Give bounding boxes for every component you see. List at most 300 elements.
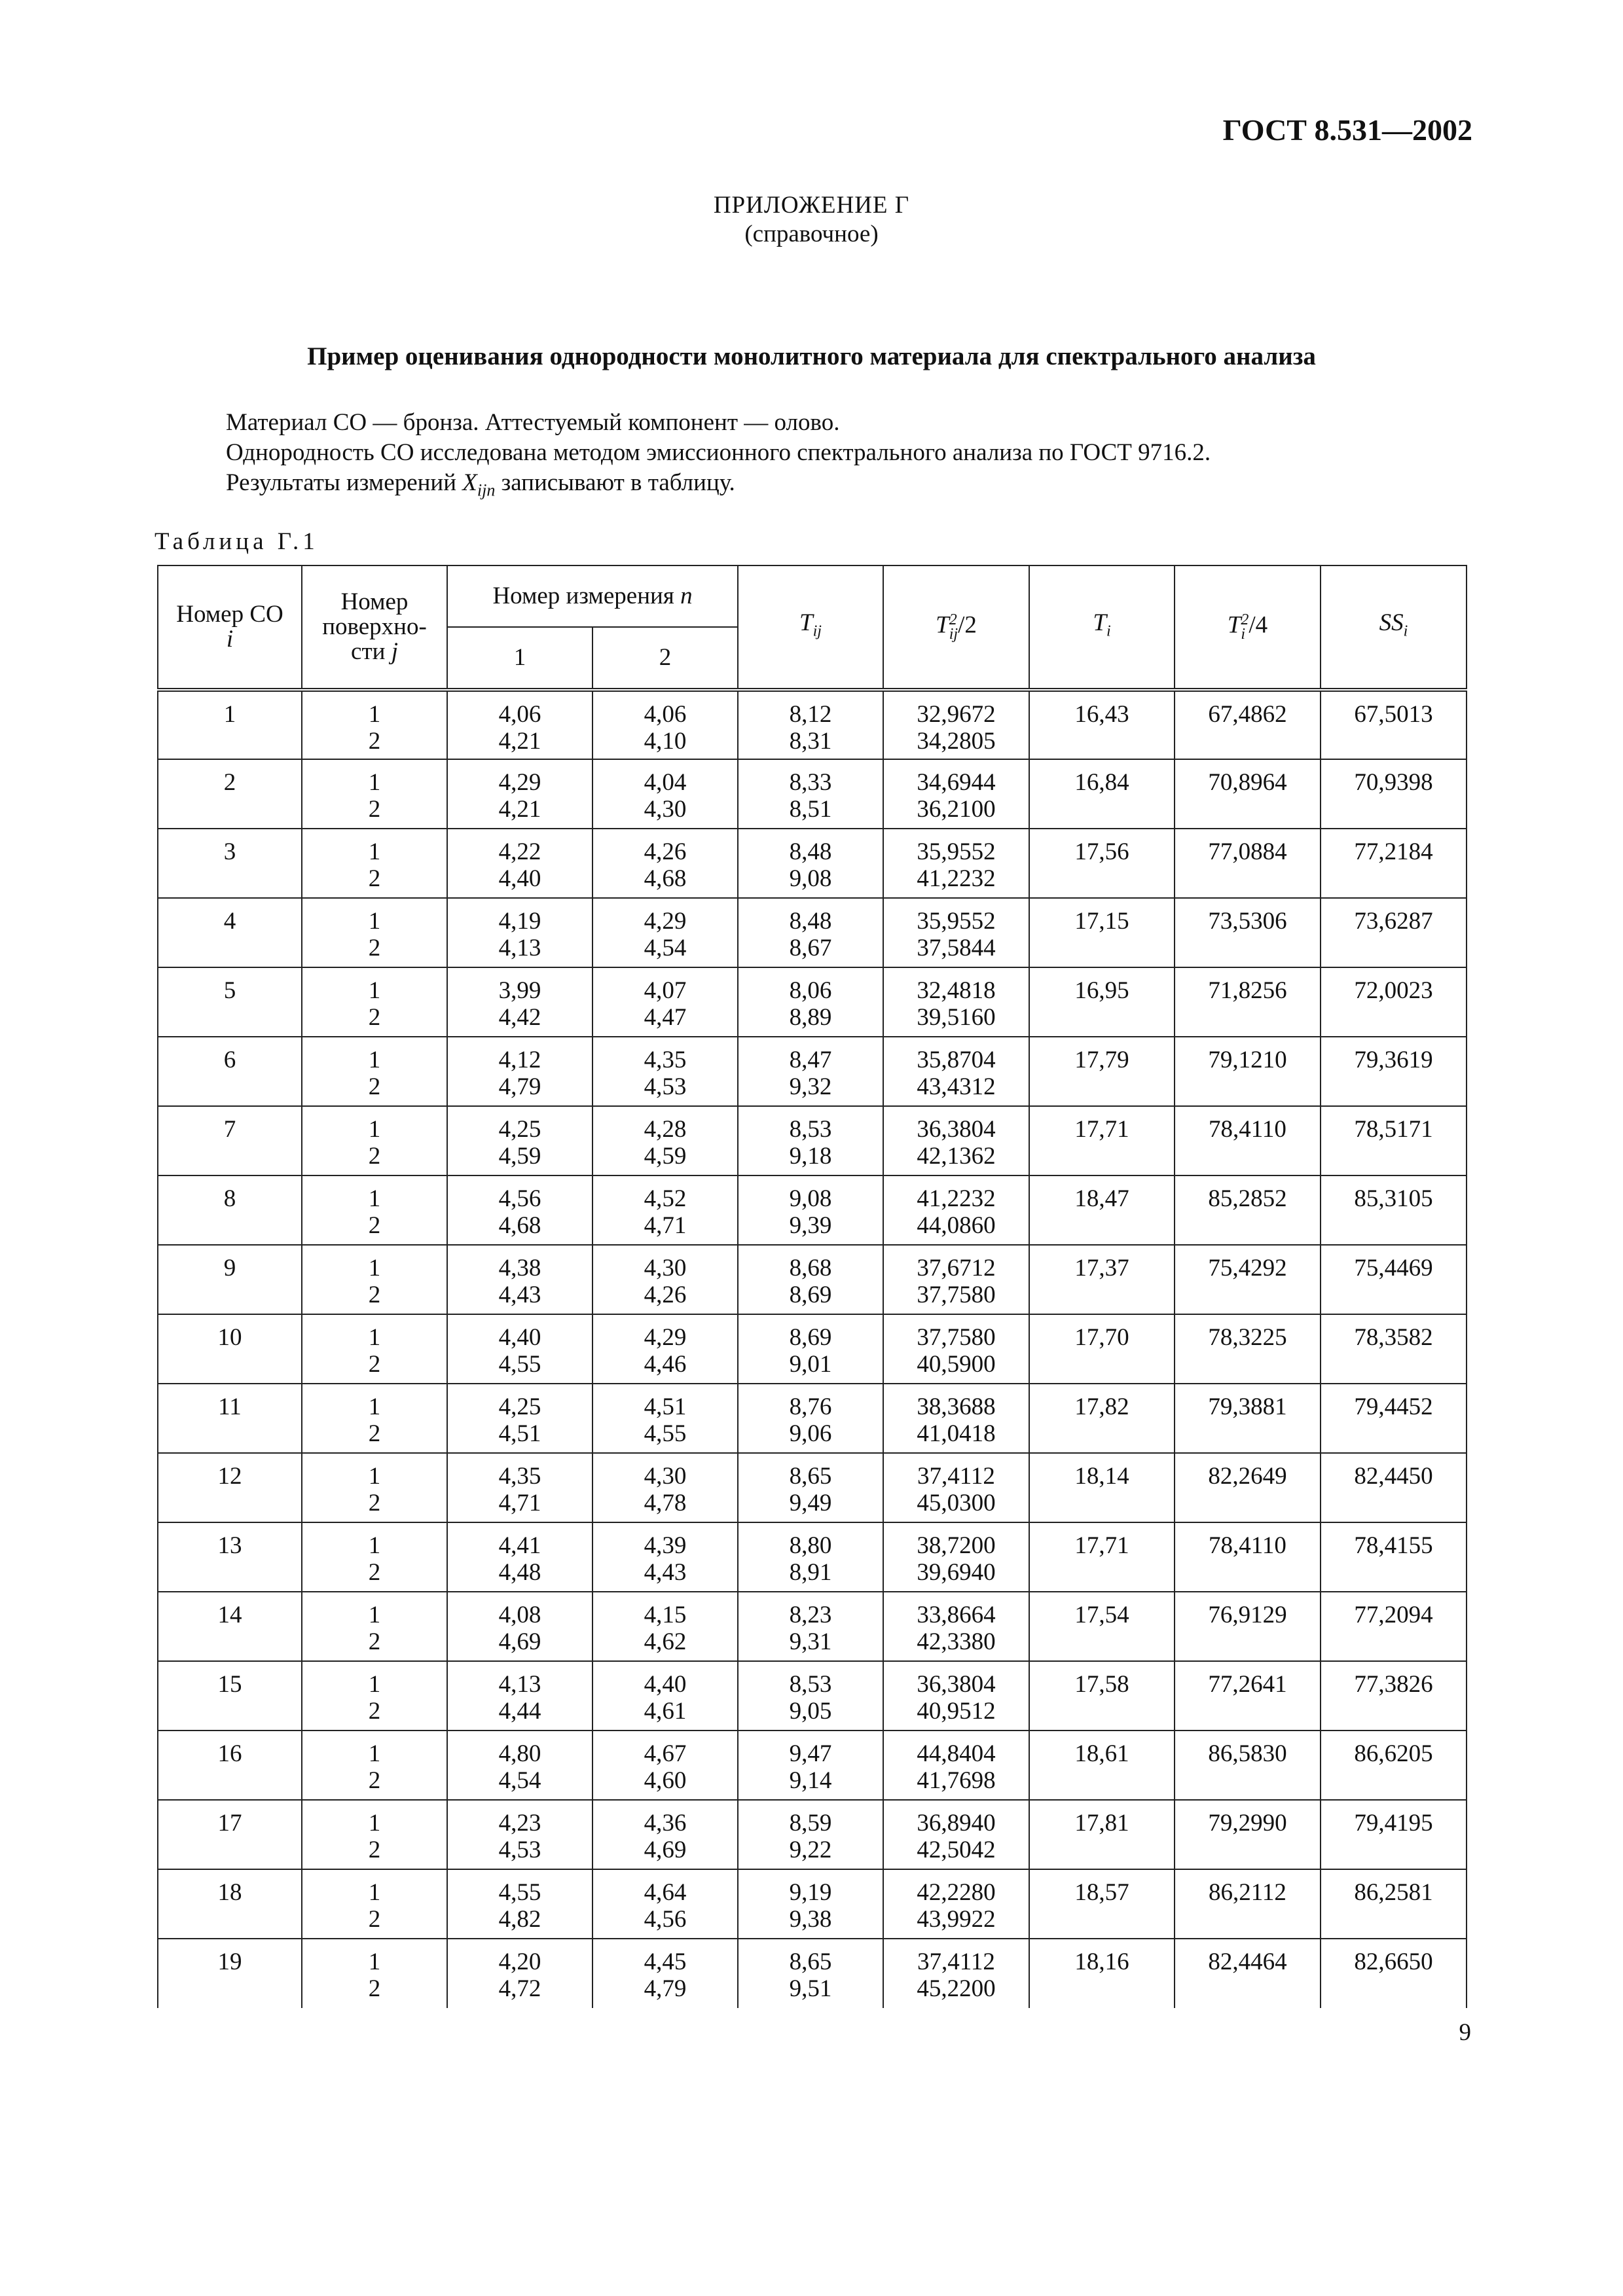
cell-tij-squared-value: 37,5844 <box>917 935 996 961</box>
cell-tij-squared <box>883 1384 1029 1453</box>
cell-tij-value: 8,89 <box>789 1004 832 1031</box>
cell-ti: 16,95 <box>1029 967 1175 1037</box>
cell-tij-squared <box>883 759 1029 829</box>
table-row <box>158 1731 1467 1800</box>
cell-meas-1-value: 4,56 <box>498 1185 541 1212</box>
page-number: 9 <box>1459 2019 1471 2046</box>
table-row <box>158 1453 1467 1522</box>
cell-meas-2-value: 4,04 <box>644 769 687 796</box>
cell-tij-value: 8,51 <box>789 796 832 823</box>
cell-surface-value: 2 <box>368 1351 381 1378</box>
cell-ssi: 86,6205 <box>1321 1731 1467 1800</box>
cell-meas-1 <box>447 1661 593 1731</box>
cell-ssi: 72,0023 <box>1321 967 1467 1037</box>
cell-tij-squared <box>883 1175 1029 1245</box>
cell-tij-value: 9,47 <box>789 1740 832 1767</box>
cell-meas-1-value: 4,41 <box>498 1532 541 1559</box>
cell-meas-1 <box>447 1592 593 1661</box>
cell-meas-2 <box>593 1869 738 1939</box>
cell-tij-squared-value: 35,8704 <box>917 1047 996 1073</box>
cell-tij-value: 9,08 <box>789 865 832 892</box>
cell-ti-squared: 79,1210 <box>1175 1037 1321 1106</box>
cell-meas-1-value: 4,40 <box>498 1324 541 1351</box>
cell-surface <box>302 1731 447 1800</box>
cell-tij-squared-value: 39,6940 <box>917 1559 996 1586</box>
paragraph-results-before: Результаты измерений <box>226 469 463 496</box>
cell-meas-2 <box>593 690 738 759</box>
cell-tij-squared-value: 39,5160 <box>917 1004 996 1031</box>
cell-ti: 17,71 <box>1029 1106 1175 1175</box>
cell-tij-squared-value: 36,3804 <box>917 1116 996 1143</box>
header-ti-squared <box>1175 565 1321 690</box>
cell-meas-1 <box>447 829 593 898</box>
header-surface-var: j <box>391 638 398 665</box>
cell-meas-1 <box>447 1453 593 1522</box>
cell-tij <box>738 1731 883 1800</box>
cell-meas-2-value: 4,39 <box>644 1532 687 1559</box>
cell-ti-squared: 70,8964 <box>1175 759 1321 829</box>
cell-meas-2 <box>593 1800 738 1869</box>
cell-meas-2-value: 4,47 <box>644 1004 687 1031</box>
appendix-subtitle: (справочное) <box>744 221 879 247</box>
cell-co-number: 7 <box>158 1106 302 1175</box>
cell-meas-1 <box>447 1939 593 2008</box>
cell-ssi: 85,3105 <box>1321 1175 1467 1245</box>
cell-tij-value: 8,53 <box>789 1116 832 1143</box>
header-measurement-label: Номер измерения <box>492 583 674 609</box>
header-co-var: i <box>226 626 234 653</box>
cell-tij-value: 9,49 <box>789 1490 832 1516</box>
cell-tij-value: 8,53 <box>789 1671 832 1698</box>
cell-tij-squared-value: 38,7200 <box>917 1532 996 1559</box>
cell-tij-squared-value: 32,4818 <box>917 977 996 1004</box>
cell-tij-squared-value: 33,8664 <box>917 1602 996 1628</box>
cell-meas-2-value: 4,45 <box>644 1948 687 1975</box>
cell-tij-value: 8,06 <box>789 977 832 1004</box>
cell-surface-value: 1 <box>368 1116 381 1143</box>
variable-x-subscript: ijn <box>477 480 496 500</box>
cell-meas-1 <box>447 1384 593 1453</box>
table-row <box>158 1384 1467 1453</box>
cell-tij-value: 9,08 <box>789 1185 832 1212</box>
cell-co-number: 18 <box>158 1869 302 1939</box>
table-caption: Таблица Г.1 <box>155 528 319 555</box>
cell-tij-squared-value: 37,7580 <box>917 1324 996 1351</box>
cell-surface-value: 1 <box>368 1185 381 1212</box>
cell-tij-value: 8,68 <box>789 1255 832 1282</box>
cell-meas-2-value: 4,55 <box>644 1420 687 1447</box>
cell-ti: 18,47 <box>1029 1175 1175 1245</box>
cell-tij-value: 8,65 <box>789 1948 832 1975</box>
cell-tij-squared <box>883 1661 1029 1731</box>
cell-tij-squared <box>883 1245 1029 1314</box>
cell-tij-squared-value: 41,0418 <box>917 1420 996 1447</box>
cell-ti-squared: 76,9129 <box>1175 1592 1321 1661</box>
header-tij2-sup: 2 <box>949 611 957 628</box>
cell-meas-1-value: 4,35 <box>498 1463 541 1490</box>
cell-meas-2 <box>593 1245 738 1314</box>
cell-meas-2-value: 4,06 <box>644 701 687 728</box>
cell-tij-squared-value: 42,2280 <box>917 1879 996 1906</box>
cell-tij-value: 9,32 <box>789 1073 832 1100</box>
cell-surface <box>302 898 447 967</box>
cell-tij <box>738 1800 883 1869</box>
cell-tij-squared <box>883 1592 1029 1661</box>
cell-meas-1-value: 4,43 <box>498 1282 541 1308</box>
cell-ssi: 78,5171 <box>1321 1106 1467 1175</box>
cell-surface <box>302 1175 447 1245</box>
cell-meas-2 <box>593 898 738 967</box>
cell-ssi: 79,4195 <box>1321 1800 1467 1869</box>
cell-co-number: 2 <box>158 759 302 829</box>
cell-meas-2 <box>593 759 738 829</box>
cell-co-number: 5 <box>158 967 302 1037</box>
cell-meas-1-value: 4,79 <box>498 1073 541 1100</box>
cell-ti: 17,15 <box>1029 898 1175 967</box>
cell-meas-2-value: 4,35 <box>644 1047 687 1073</box>
cell-surface-value: 2 <box>368 1975 381 2002</box>
cell-tij <box>738 1661 883 1731</box>
cell-tij-squared-value: 41,7698 <box>917 1767 996 1794</box>
cell-surface-value: 2 <box>368 935 381 961</box>
cell-tij <box>738 1245 883 1314</box>
cell-meas-2-value: 4,79 <box>644 1975 687 2002</box>
table-row <box>158 1245 1467 1314</box>
cell-meas-2 <box>593 829 738 898</box>
cell-surface <box>302 1800 447 1869</box>
cell-surface <box>302 829 447 898</box>
cell-tij-squared-value: 45,2200 <box>917 1975 996 2002</box>
table-row <box>158 1661 1467 1731</box>
cell-tij <box>738 967 883 1037</box>
header-tij2-div: /2 <box>958 611 977 639</box>
cell-tij-value: 8,48 <box>789 838 832 865</box>
table-row <box>158 1939 1467 2008</box>
cell-tij-value: 8,31 <box>789 728 832 755</box>
cell-surface-value: 1 <box>368 1671 381 1698</box>
cell-meas-1 <box>447 1175 593 1245</box>
cell-ssi: 70,9398 <box>1321 759 1467 829</box>
cell-co-number: 19 <box>158 1939 302 2008</box>
cell-tij <box>738 1939 883 2008</box>
cell-tij-value: 9,06 <box>789 1420 832 1447</box>
cell-meas-2-value: 4,64 <box>644 1879 687 1906</box>
cell-surface-value: 2 <box>368 1767 381 1794</box>
cell-meas-1-value: 4,22 <box>498 838 541 865</box>
cell-co-number: 17 <box>158 1800 302 1869</box>
cell-surface <box>302 1245 447 1314</box>
cell-ti: 18,57 <box>1029 1869 1175 1939</box>
cell-ti: 16,43 <box>1029 690 1175 759</box>
cell-ti: 17,81 <box>1029 1800 1175 1869</box>
cell-tij-value: 9,38 <box>789 1906 832 1933</box>
header-co-number <box>158 565 302 690</box>
cell-meas-2-value: 4,60 <box>644 1767 687 1794</box>
cell-ti: 17,70 <box>1029 1314 1175 1384</box>
cell-surface-value: 2 <box>368 1212 381 1239</box>
cell-ssi: 78,3582 <box>1321 1314 1467 1384</box>
paragraph-results-after: записывают в таблицу. <box>495 469 735 496</box>
cell-meas-2-value: 4,51 <box>644 1393 687 1420</box>
cell-ti-squared: 75,4292 <box>1175 1245 1321 1314</box>
cell-meas-2-value: 4,26 <box>644 1282 687 1308</box>
cell-tij-squared-value: 40,9512 <box>917 1698 996 1725</box>
cell-meas-2-value: 4,62 <box>644 1628 687 1655</box>
cell-meas-2-value: 4,52 <box>644 1185 687 1212</box>
cell-tij-squared-value: 35,9552 <box>917 908 996 935</box>
cell-meas-1 <box>447 967 593 1037</box>
cell-tij-value: 8,59 <box>789 1810 832 1837</box>
table-row <box>158 1037 1467 1106</box>
table-row <box>158 1800 1467 1869</box>
header-surface-number <box>302 565 447 690</box>
cell-tij <box>738 690 883 759</box>
cell-co-number: 9 <box>158 1245 302 1314</box>
cell-tij <box>738 898 883 967</box>
cell-meas-2 <box>593 1384 738 1453</box>
cell-surface-value: 1 <box>368 1255 381 1282</box>
cell-ti-squared: 82,2649 <box>1175 1453 1321 1522</box>
cell-tij-value: 8,12 <box>789 701 832 728</box>
cell-tij-squared-value: 44,8404 <box>917 1740 996 1767</box>
cell-tij-squared <box>883 1800 1029 1869</box>
cell-co-number: 4 <box>158 898 302 967</box>
cell-tij-squared <box>883 1037 1029 1106</box>
cell-tij-squared-value: 34,6944 <box>917 769 996 796</box>
header-measurement-var: n <box>680 583 693 609</box>
appendix-title: ПРИЛОЖЕНИЕ Г <box>713 192 910 219</box>
cell-meas-2-value: 4,78 <box>644 1490 687 1516</box>
cell-meas-1-value: 4,72 <box>498 1975 541 2002</box>
table-body <box>158 690 1467 2008</box>
cell-tij-squared-value: 43,4312 <box>917 1073 996 1100</box>
cell-meas-2-value: 4,10 <box>644 728 687 755</box>
table-row <box>158 759 1467 829</box>
header-ti-subscript: i <box>1106 622 1111 640</box>
cell-ti-squared: 67,4862 <box>1175 690 1321 759</box>
cell-meas-2-value: 4,67 <box>644 1740 687 1767</box>
cell-tij <box>738 1037 883 1106</box>
cell-surface-value: 2 <box>368 796 381 823</box>
cell-ti-squared: 82,4464 <box>1175 1939 1321 2008</box>
cell-meas-1 <box>447 1106 593 1175</box>
cell-meas-1-value: 4,21 <box>498 796 541 823</box>
cell-tij-squared-value: 45,0300 <box>917 1490 996 1516</box>
cell-co-number: 8 <box>158 1175 302 1245</box>
cell-tij-squared <box>883 898 1029 967</box>
measurement-table <box>157 565 1467 2008</box>
cell-tij-value: 8,65 <box>789 1463 832 1490</box>
cell-ti: 17,37 <box>1029 1245 1175 1314</box>
cell-tij-squared-value: 42,1362 <box>917 1143 996 1170</box>
paragraph-material: Материал СО — бронза. Аттестуемый компонент — олово. <box>226 409 840 436</box>
header-ssi-subscript: i <box>1403 622 1408 640</box>
cell-surface-value: 2 <box>368 1559 381 1586</box>
cell-tij-squared <box>883 1453 1029 1522</box>
cell-tij <box>738 1314 883 1384</box>
cell-meas-2 <box>593 1175 738 1245</box>
cell-meas-2-value: 4,28 <box>644 1116 687 1143</box>
cell-meas-2 <box>593 1592 738 1661</box>
cell-tij-squared-value: 40,5900 <box>917 1351 996 1378</box>
cell-meas-2-value: 4,26 <box>644 838 687 865</box>
table-row <box>158 1869 1467 1939</box>
cell-meas-2 <box>593 1453 738 1522</box>
cell-co-number: 1 <box>158 690 302 759</box>
table-row <box>158 1522 1467 1592</box>
cell-surface-value: 1 <box>368 1393 381 1420</box>
cell-tij-squared-value: 34,2805 <box>917 728 996 755</box>
cell-ssi: 79,3619 <box>1321 1037 1467 1106</box>
variable-x: X <box>462 469 477 496</box>
cell-meas-1-value: 4,25 <box>498 1393 541 1420</box>
cell-surface-value: 2 <box>368 1073 381 1100</box>
cell-meas-2-value: 4,61 <box>644 1698 687 1725</box>
cell-surface-value: 1 <box>368 1740 381 1767</box>
cell-tij-value: 9,22 <box>789 1837 832 1863</box>
cell-co-number: 16 <box>158 1731 302 1800</box>
cell-surface-value: 1 <box>368 1324 381 1351</box>
cell-meas-1-value: 4,19 <box>498 908 541 935</box>
cell-meas-1 <box>447 1800 593 1869</box>
header-tij-subscript: ij <box>812 622 822 640</box>
cell-meas-1-value: 4,38 <box>498 1255 541 1282</box>
cell-ti: 18,61 <box>1029 1731 1175 1800</box>
cell-tij <box>738 1592 883 1661</box>
cell-tij-squared <box>883 1731 1029 1800</box>
cell-surface <box>302 690 447 759</box>
cell-tij <box>738 1384 883 1453</box>
cell-tij-value: 8,23 <box>789 1602 832 1628</box>
header-tij <box>738 565 883 690</box>
cell-meas-2-value: 4,30 <box>644 1463 687 1490</box>
cell-co-number: 12 <box>158 1453 302 1522</box>
cell-surface-value: 1 <box>368 1602 381 1628</box>
cell-meas-1 <box>447 690 593 759</box>
table-row <box>158 898 1467 967</box>
cell-meas-1-value: 4,21 <box>498 728 541 755</box>
header-tij-squared <box>883 565 1029 690</box>
cell-surface <box>302 1939 447 2008</box>
cell-tij-squared <box>883 829 1029 898</box>
cell-meas-2-value: 4,54 <box>644 935 687 961</box>
cell-ssi: 77,2184 <box>1321 829 1467 898</box>
cell-tij-value: 9,18 <box>789 1143 832 1170</box>
cell-tij-value: 9,01 <box>789 1351 832 1378</box>
cell-tij <box>738 1453 883 1522</box>
cell-meas-1 <box>447 1869 593 1939</box>
cell-surface <box>302 1661 447 1731</box>
cell-tij-value: 9,39 <box>789 1212 832 1239</box>
header-surface-line2: поверхно- <box>322 613 427 640</box>
cell-tij-squared <box>883 1314 1029 1384</box>
header-surface-line3: сти <box>351 638 386 665</box>
cell-ti-squared: 86,2112 <box>1175 1869 1321 1939</box>
cell-meas-2 <box>593 1037 738 1106</box>
cell-tij-squared-value: 36,8940 <box>917 1810 996 1837</box>
cell-ti-squared: 73,5306 <box>1175 898 1321 967</box>
cell-ti: 16,84 <box>1029 759 1175 829</box>
cell-surface-value: 1 <box>368 1948 381 1975</box>
cell-surface-value: 2 <box>368 1143 381 1170</box>
cell-meas-1 <box>447 1314 593 1384</box>
header-ti-symbol: T <box>1093 609 1106 636</box>
cell-meas-1-value: 4,29 <box>498 769 541 796</box>
cell-tij-value: 9,31 <box>789 1628 832 1655</box>
cell-meas-2 <box>593 1939 738 2008</box>
cell-co-number: 14 <box>158 1592 302 1661</box>
cell-meas-2-value: 4,29 <box>644 908 687 935</box>
cell-meas-1-value: 4,23 <box>498 1810 541 1837</box>
section-heading: Пример оценивания однородности монолитного материала для спектрального анализа <box>307 342 1316 370</box>
cell-ssi: 78,4155 <box>1321 1522 1467 1592</box>
cell-ti: 17,79 <box>1029 1037 1175 1106</box>
cell-meas-1-value: 4,55 <box>498 1879 541 1906</box>
cell-surface-value: 1 <box>368 769 381 796</box>
cell-ssi: 67,5013 <box>1321 690 1467 759</box>
cell-tij-value: 8,67 <box>789 935 832 961</box>
cell-meas-1-value: 4,25 <box>498 1116 541 1143</box>
table-row <box>158 1592 1467 1661</box>
cell-tij-squared-value: 41,2232 <box>917 1185 996 1212</box>
cell-meas-2-value: 4,15 <box>644 1602 687 1628</box>
cell-meas-1-value: 4,69 <box>498 1628 541 1655</box>
cell-meas-1 <box>447 759 593 829</box>
cell-surface-value: 2 <box>368 1420 381 1447</box>
header-measurement-number <box>447 565 738 627</box>
cell-ti-squared: 78,4110 <box>1175 1106 1321 1175</box>
header-ssi-symbol: SS <box>1379 609 1404 636</box>
cell-tij-squared-value: 37,7580 <box>917 1282 996 1308</box>
cell-tij-squared-value: 43,9922 <box>917 1906 996 1933</box>
cell-meas-2 <box>593 967 738 1037</box>
header-ti2-sup: 2 <box>1241 611 1249 628</box>
header-surface-line1: Номер <box>340 588 409 615</box>
cell-tij-squared <box>883 690 1029 759</box>
cell-meas-1-value: 4,13 <box>498 1671 541 1698</box>
cell-surface <box>302 1106 447 1175</box>
header-ti2-symbol: T <box>1227 611 1241 639</box>
cell-surface <box>302 1384 447 1453</box>
cell-tij-squared-value: 38,3688 <box>917 1393 996 1420</box>
table-row <box>158 829 1467 898</box>
cell-meas-1-value: 4,48 <box>498 1559 541 1586</box>
cell-co-number: 10 <box>158 1314 302 1384</box>
cell-ti: 18,16 <box>1029 1939 1175 2008</box>
cell-tij-value: 8,69 <box>789 1282 832 1308</box>
cell-ti: 17,82 <box>1029 1384 1175 1453</box>
cell-tij <box>738 1175 883 1245</box>
cell-surface-value: 2 <box>368 1837 381 1863</box>
cell-ti: 17,71 <box>1029 1522 1175 1592</box>
cell-surface-value: 1 <box>368 977 381 1004</box>
cell-meas-1-value: 4,80 <box>498 1740 541 1767</box>
cell-surface <box>302 1592 447 1661</box>
cell-surface-value: 2 <box>368 1282 381 1308</box>
cell-meas-1 <box>447 898 593 967</box>
table-row <box>158 1314 1467 1384</box>
cell-meas-2-value: 4,53 <box>644 1073 687 1100</box>
cell-ti: 17,56 <box>1029 829 1175 898</box>
cell-meas-1-value: 4,20 <box>498 1948 541 1975</box>
cell-ti-squared: 79,3881 <box>1175 1384 1321 1453</box>
cell-surface-value: 2 <box>368 1906 381 1933</box>
cell-meas-2-value: 4,40 <box>644 1671 687 1698</box>
cell-surface-value: 2 <box>368 1490 381 1516</box>
cell-meas-1 <box>447 1731 593 1800</box>
cell-surface-value: 1 <box>368 1879 381 1906</box>
cell-ssi: 75,4469 <box>1321 1245 1467 1314</box>
